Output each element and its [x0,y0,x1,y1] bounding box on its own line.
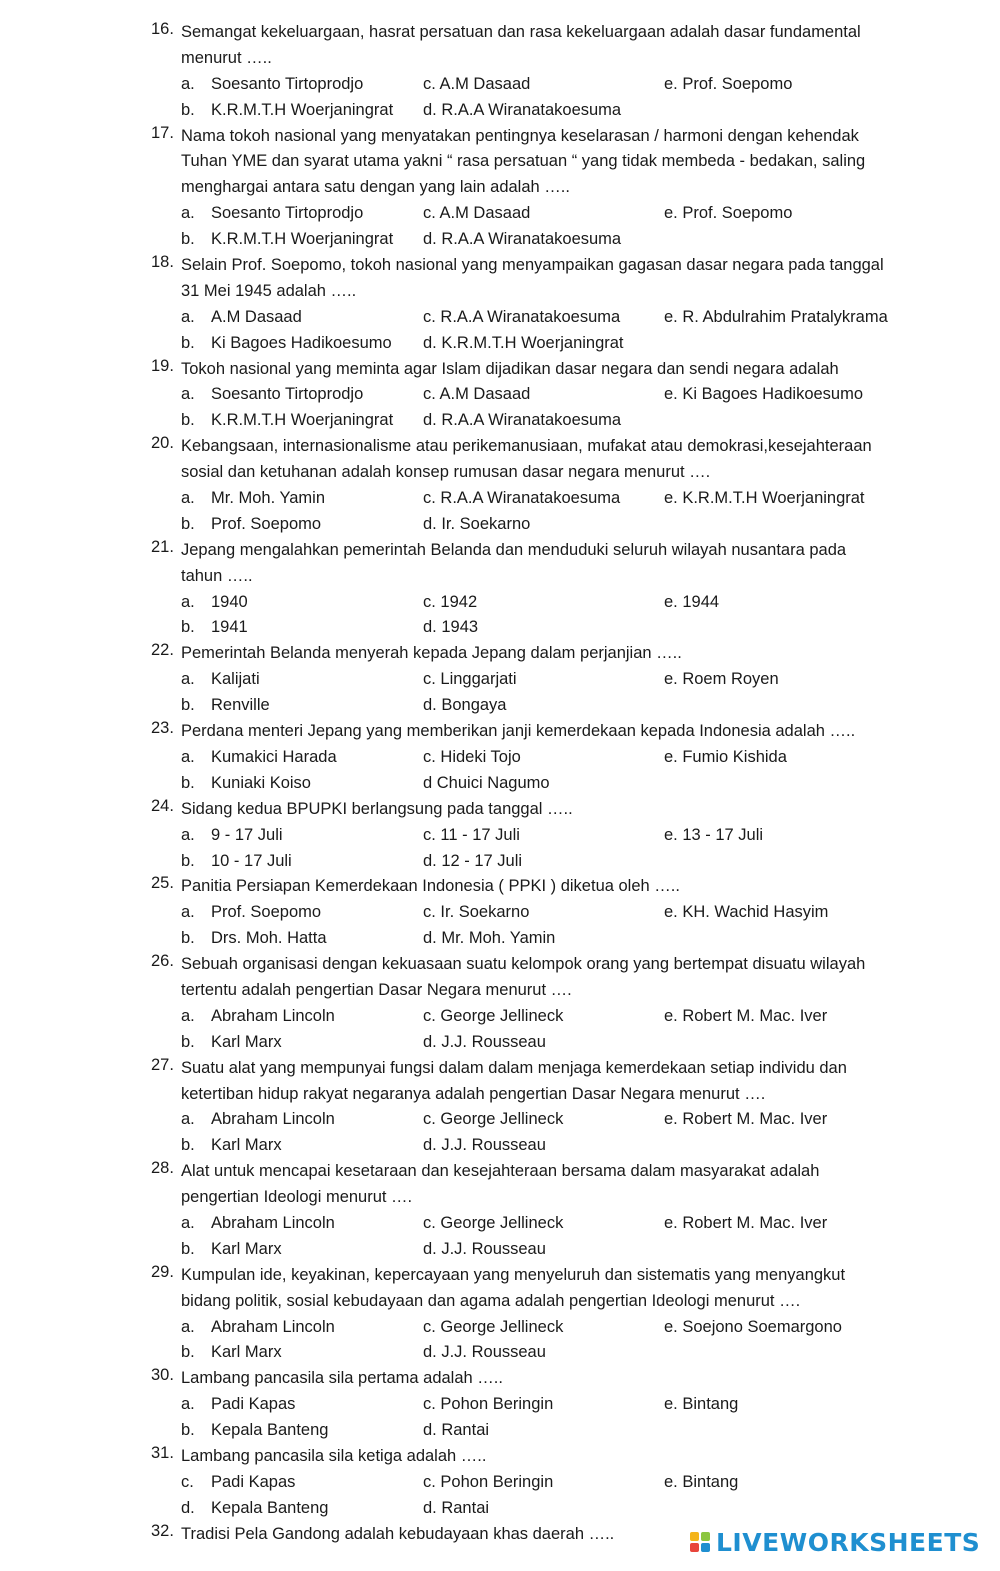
question [0,797,901,823]
question [0,719,901,745]
question [0,253,901,305]
answer-option: Karl Marx [211,1136,282,1155]
answer-option: e. Fumio Kishida [664,747,787,766]
answer-row [0,1315,1000,1341]
question-text: Tokoh nasional yang meminta agar Islam dijadikan dasar negara dan sendi negara adalah [181,359,839,378]
answer-option: Abraham Lincoln [211,1006,335,1025]
answer-row [0,227,1000,253]
answer-option: Abraham Lincoln [211,1317,335,1336]
question [0,538,901,590]
question [0,1444,901,1470]
answer-option: d. K.R.M.T.H Woerjaningrat [423,333,624,352]
answer-option: d. J.J. Rousseau [423,1136,546,1155]
answer-row [0,1392,1000,1418]
answer-option: 9 - 17 Juli [211,825,283,844]
answer-option: Drs. Moh. Hatta [211,929,327,948]
answer-option: 10 - 17 Juli [211,851,292,870]
question-number: 20. [151,434,174,453]
answer-letter: a. [181,1110,195,1129]
answer-letter: b. [181,929,195,948]
question-number: 23. [151,719,174,738]
answer-option: c. A.M Dasaad [423,385,531,404]
answer-row [0,1211,1000,1237]
answer-option: Ki Bagoes Hadikoesumo [211,333,392,352]
answer-letter: b. [181,696,195,715]
answer-option: A.M Dasaad [211,307,302,326]
answer-letter: b. [181,1136,195,1155]
answer-option: Renville [211,696,270,715]
answer-option: Karl Marx [211,1032,282,1051]
answer-option: e. Bintang [664,1472,739,1491]
answer-letter: b. [181,1421,195,1440]
question-text: Suatu alat yang mempunyai fungsi dalam dalam menjaga kemerdekaan setiap individu dan [181,1058,847,1077]
answer-row [0,486,1000,512]
answer-row [0,408,1000,434]
answer-option: d. 1943 [423,618,479,637]
answer-option: d. Ir. Soekarno [423,514,531,533]
answer-option: c. A.M Dasaad [423,74,531,93]
liveworksheets-logo[interactable] [690,1526,980,1558]
answer-option: d. J.J. Rousseau [423,1343,546,1362]
answer-row [0,1340,1000,1366]
answer-row [0,201,1000,227]
answer-option: c. R.A.A Wiranatakoesuma [423,489,621,508]
answer-option: 1940 [211,592,248,611]
question-number: 21. [151,537,174,556]
answer-row [0,1237,1000,1263]
answer-option: e. 1944 [664,592,720,611]
answer-letter: d. [181,1498,195,1517]
question [0,1159,901,1211]
question-number: 31. [151,1443,174,1462]
answer-row [0,305,1000,331]
question-text: bidang politik, sosial kebudayaan dan agama adalah pengertian Ideologi menurut …. [181,1291,801,1310]
answer-option: e. Roem Royen [664,670,779,689]
answer-option: c. George Jellineck [423,1110,564,1129]
answer-option: d. R.A.A Wiranatakoesuma [423,100,622,119]
answer-row [0,1470,1000,1496]
answer-option: d. R.A.A Wiranatakoesuma [423,411,622,430]
answer-letter: b. [181,411,195,430]
question-text: Sebuah organisasi dengan kekuasaan suatu kelompok orang yang bertempat disuatu wilayah [181,955,866,974]
answer-row [0,1418,1000,1444]
answer-option: Soesanto Tirtoprodjo [211,74,364,93]
question-number: 26. [151,952,174,971]
answer-option: d. Bongaya [423,696,507,715]
question-number: 25. [151,874,174,893]
question [0,952,901,1004]
answer-option: e. Bintang [664,1395,739,1414]
answer-row [0,745,1000,771]
question-text: Semangat kekeluargaan, hasrat persatuan dan rasa kekeluargaan adalah dasar fundamental [181,23,861,41]
question [0,20,901,72]
answer-option: c. R.A.A Wiranatakoesuma [423,307,621,326]
answer-letter: a. [181,204,195,223]
answer-option: 1941 [211,618,248,637]
answer-option: Soesanto Tirtoprodjo [211,204,364,223]
question-text: 31 Mei 1945 adalah ….. [181,281,357,300]
question-text: ketertiban hidup rakyat negaranya adalah pengertian Dasar Negara menurut …. [181,1084,766,1103]
answer-option: Padi Kapas [211,1472,296,1491]
answer-option: e. Prof. Soepomo [664,74,793,93]
question-text: Alat untuk mencapai kesetaraan dan kesejahteraan bersama dalam masyarakat adalah [181,1162,820,1181]
answer-option: Karl Marx [211,1343,282,1362]
logo-square [690,1543,699,1552]
answer-letter: b. [181,1343,195,1362]
answer-row [0,1004,1000,1030]
answer-option: e. Prof. Soepomo [664,204,793,223]
answer-option: e. R. Abdulrahim Pratalykrama [664,307,888,326]
question-text: menghargai antara satu dengan yang lain adalah ….. [181,178,570,197]
question-text: Selain Prof. Soepomo, tokoh nasional yang menyampaikan gagasan dasar negara pada tanggal [181,256,884,275]
answer-letter: b. [181,1239,195,1258]
answer-option: d. 12 - 17 Juli [423,851,523,870]
answer-row [0,512,1000,538]
answer-option: e. Soejono Soemargono [664,1317,842,1336]
answer-row [0,590,1000,616]
question [0,1263,901,1315]
answer-option: Abraham Lincoln [211,1213,335,1232]
question-text: Tuhan YME dan syarat utama yakni “ rasa persatuan “ yang tidak membeda - bedakan, saling [181,152,866,171]
answer-letter: a. [181,307,195,326]
answer-option: d. J.J. Rousseau [423,1032,546,1051]
answer-letter: a. [181,825,195,844]
question-text: Tradisi Pela Gandong adalah kebudayaan khas daerah ….. [181,1524,615,1543]
question-text: tertentu adalah pengertian Dasar Negara menurut …. [181,980,572,999]
answer-option: K.R.M.T.H Woerjaningrat [211,411,394,430]
logo-text: LIVEWORKSHEETS [716,1527,981,1557]
answer-option: c. 11 - 17 Juli [423,825,520,844]
answer-row [0,382,1000,408]
question-text: Sidang kedua BPUPKI berlangsung pada tanggal ….. [181,799,573,818]
answer-option: c. George Jellineck [423,1317,564,1336]
answer-letter: a. [181,1006,195,1025]
question [0,434,901,486]
answer-letter: b. [181,773,195,792]
answer-letter: b. [181,1032,195,1051]
answer-row [0,849,1000,875]
answer-option: Kuniaki Koiso [211,773,311,792]
answer-option: Soesanto Tirtoprodjo [211,385,364,404]
question-text: tahun ….. [181,566,253,585]
answer-option: e. Ki Bagoes Hadikoesumo [664,385,864,404]
answer-option: e. KH. Wachid Hasyim [664,903,829,922]
answer-option: d. J.J. Rousseau [423,1239,546,1258]
answer-letter: b. [181,514,195,533]
question-number: 22. [151,641,174,660]
answer-option: e. Robert M. Mac. Iver [664,1213,828,1232]
answer-option: c. Pohon Beringin [423,1395,554,1414]
question-number: 32. [151,1521,174,1540]
question-number: 17. [151,123,174,142]
answer-option: K.R.M.T.H Woerjaningrat [211,230,394,249]
answer-letter: b. [181,230,195,249]
answer-option: e. Robert M. Mac. Iver [664,1110,828,1129]
answer-option: c. Hideki Tojo [423,747,521,766]
question-number: 29. [151,1262,174,1281]
question-text: pengertian Ideologi menurut …. [181,1188,413,1207]
question-text: Panitia Persiapan Kemerdekaan Indonesia ( PPKI ) diketua oleh ….. [181,877,680,896]
question [0,1366,901,1392]
question-text: Nama tokoh nasional yang menyatakan pentingnya keselarasan / harmoni dengan kehendak [181,126,859,145]
answer-row [0,693,1000,719]
answer-row [0,1133,1000,1159]
question [0,124,901,202]
question-number: 24. [151,796,174,815]
answer-row [0,1496,1000,1522]
answer-letter: a. [181,489,195,508]
answer-row [0,1030,1000,1056]
answer-row [0,1107,1000,1133]
worksheet [0,20,1000,1548]
answer-option: d. Rantai [423,1421,490,1440]
answer-option: d. Mr. Moh. Yamin [423,929,556,948]
answer-option: Kepala Banteng [211,1421,329,1440]
logo-square [701,1532,710,1541]
question [0,641,901,667]
answer-letter: a. [181,592,195,611]
answer-option: c. 1942 [423,592,478,611]
question-text: sosial dan ketuhanan adalah konsep rumusan dasar negara menurut …. [181,463,711,482]
answer-option: Prof. Soepomo [211,514,322,533]
question-number: 28. [151,1159,174,1178]
answer-letter: a. [181,903,195,922]
answer-row [0,331,1000,357]
question-number: 18. [151,253,174,272]
answer-option: Abraham Lincoln [211,1110,335,1129]
answer-option: e. 13 - 17 Juli [664,825,764,844]
answer-option: e. Robert M. Mac. Iver [664,1006,828,1025]
answer-letter: a. [181,1317,195,1336]
answer-option: c. Ir. Soekarno [423,903,530,922]
answer-row [0,823,1000,849]
answer-letter: a. [181,670,195,689]
question-text: Perdana menteri Jepang yang memberikan janji kemerdekaan kepada Indonesia adalah ….. [181,722,856,741]
answer-option: K.R.M.T.H Woerjaningrat [211,100,394,119]
answer-letter: a. [181,74,195,93]
question-text: menurut ….. [181,48,272,67]
answer-letter: a. [181,1395,195,1414]
question-text: Pemerintah Belanda menyerah kepada Jepang dalam perjanjian ….. [181,644,682,663]
answer-option: Kepala Banteng [211,1498,329,1517]
answer-option: c. George Jellineck [423,1213,564,1232]
answer-option: Prof. Soepomo [211,903,322,922]
question [0,357,901,383]
answer-letter: b. [181,100,195,119]
answer-row [0,667,1000,693]
question-number: 30. [151,1366,174,1385]
liveworksheets-logo-icon [690,1532,710,1552]
answer-option: Mr. Moh. Yamin [211,489,326,508]
question [0,874,901,900]
question-number: 19. [151,356,174,375]
question-number: 16. [151,20,174,38]
answer-option: c. A.M Dasaad [423,204,531,223]
answer-row [0,900,1000,926]
answer-row [0,615,1000,641]
answer-row [0,771,1000,797]
answer-row [0,98,1000,124]
answer-option: d Chuici Nagumo [423,773,550,792]
question-text: Lambang pancasila sila pertama adalah ….. [181,1369,503,1388]
answer-row [0,926,1000,952]
answer-option: c. George Jellineck [423,1006,564,1025]
answer-option: c. Pohon Beringin [423,1472,554,1491]
answer-option: Kumakici Harada [211,747,337,766]
answer-letter: b. [181,333,195,352]
answer-letter: b. [181,851,195,870]
logo-square [701,1543,710,1552]
answer-letter: c. [181,1472,194,1491]
answer-option: Kalijati [211,670,260,689]
answer-letter: b. [181,618,195,637]
question-text: Kebangsaan, internasionalisme atau perikemanusiaan, mufakat atau demokrasi,kesejahteraan [181,437,872,456]
answer-option: Karl Marx [211,1239,282,1258]
question-number: 27. [151,1055,174,1074]
logo-square [690,1532,699,1541]
answer-option: d. R.A.A Wiranatakoesuma [423,230,622,249]
answer-option: Padi Kapas [211,1395,296,1414]
answer-option: e. K.R.M.T.H Woerjaningrat [664,489,865,508]
answer-letter: a. [181,1213,195,1232]
question-text: Jepang mengalahkan pemerintah Belanda dan menduduki seluruh wilayah nusantara pada [181,540,847,559]
answer-option: c. Linggarjati [423,670,517,689]
question-text: Kumpulan ide, keyakinan, kepercayaan yang menyeluruh dan sistematis yang menyangkut [181,1265,846,1284]
answer-option: d. Rantai [423,1498,490,1517]
answer-letter: a. [181,747,195,766]
answer-letter: a. [181,385,195,404]
question [0,1056,901,1108]
question-text: Lambang pancasila sila ketiga adalah ….. [181,1446,487,1465]
answer-row [0,72,1000,98]
